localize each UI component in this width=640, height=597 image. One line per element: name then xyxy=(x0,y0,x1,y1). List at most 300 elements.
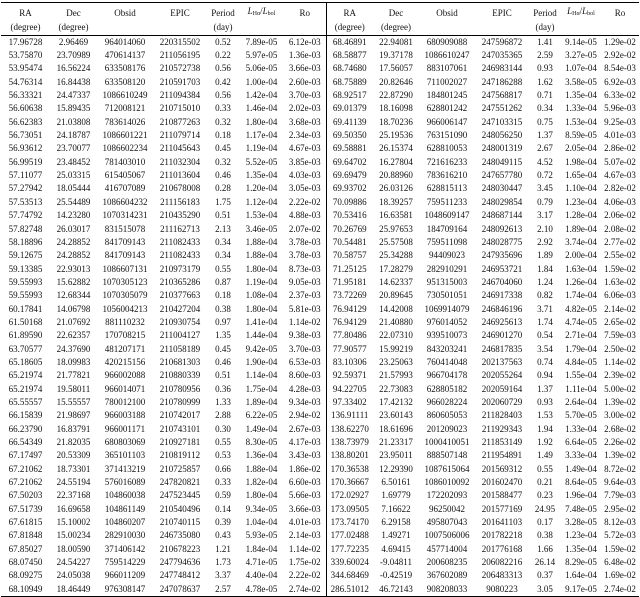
table-cell: 210927181 xyxy=(159,437,201,447)
table-cell: 2.39e-02 xyxy=(604,370,636,381)
table-cell: 4.82e-05 xyxy=(565,303,597,314)
table-cell: 138.80201 xyxy=(326,449,373,462)
table-cell: 2.50e-02 xyxy=(604,343,636,354)
table-cell: 3.70e-03 xyxy=(288,90,321,101)
data-table xyxy=(1,2,639,597)
table-cell: 68.09275 xyxy=(8,570,43,581)
table-cell: 3.00e-02 xyxy=(604,410,636,421)
table-cell: 22.37168 xyxy=(56,490,91,501)
table-cell: 1.41 xyxy=(537,36,553,47)
table-cell: 1.59e-02 xyxy=(604,263,636,274)
table-row xyxy=(1,182,639,195)
table-cell: 8.60e-03 xyxy=(288,370,321,381)
table-cell: 92.59371 xyxy=(326,369,373,382)
table-cell: 1048609147 xyxy=(424,210,470,221)
table-cell: 0.59 xyxy=(215,490,231,501)
table-cell: 633508120 xyxy=(104,76,146,87)
table-cell: 1.35 xyxy=(215,330,231,341)
table-cell: 12.29390 xyxy=(379,463,413,474)
table-cell: 16.27804 xyxy=(379,156,413,167)
table-cell: 202060729 xyxy=(481,396,523,407)
table-cell: 69.64702 xyxy=(326,156,373,169)
unit-period: (day) xyxy=(207,21,239,35)
table-cell: 14.42008 xyxy=(379,303,413,314)
table-row xyxy=(1,263,639,276)
table-cell: 1.82e-04 xyxy=(245,477,278,488)
table-cell: 16.63581 xyxy=(379,210,413,221)
table-cell: 1056004213 xyxy=(102,303,148,314)
table-cell: 0.97 xyxy=(215,316,231,327)
table-cell: 831515078 xyxy=(104,223,146,234)
table-cell: 68.75889 xyxy=(326,76,373,89)
table-cell: 170708215 xyxy=(104,330,146,341)
table-cell: 4.84e-05 xyxy=(565,356,597,367)
table-cell: 211094384 xyxy=(159,90,201,101)
table-cell: 59.55993 xyxy=(8,276,43,287)
table-cell: 201577169 xyxy=(481,503,523,514)
table-cell: 760414048 xyxy=(426,356,468,367)
table-cell: 210877263 xyxy=(159,116,201,127)
table-cell: 0.55 xyxy=(537,463,553,474)
table-row xyxy=(1,196,639,209)
table-row xyxy=(1,102,639,115)
table-cell: 22.87290 xyxy=(379,90,413,101)
table-cell: 780012100 xyxy=(104,396,146,407)
table-cell: 3.71 xyxy=(537,303,553,314)
table-cell: 0.32 xyxy=(215,156,231,167)
table-cell: 246925613 xyxy=(481,316,523,327)
table-cell: 3.05 xyxy=(529,583,561,597)
table-row xyxy=(1,583,639,597)
table-cell: 54.76314 xyxy=(8,76,43,87)
table-cell: 21.03808 xyxy=(56,116,91,127)
table-cell: 8.30e-05 xyxy=(245,437,278,447)
table-cell: 1.73 xyxy=(215,557,231,568)
table-cell: 1.41e-04 xyxy=(245,316,278,327)
col-dec: Dec xyxy=(50,3,97,22)
table-cell: 70.09886 xyxy=(326,196,373,209)
table-cell: 2.74e-02 xyxy=(601,583,639,597)
table-cell: 1.65e-04 xyxy=(565,170,597,181)
table-cell: 23.70077 xyxy=(56,143,91,154)
table-cell: 1.08e-04 xyxy=(245,290,278,301)
table-cell: 211013604 xyxy=(159,170,201,181)
table-cell: 457714004 xyxy=(426,543,468,554)
table-cell: 59.55993 xyxy=(8,290,43,301)
unit-dec: (degree) xyxy=(50,21,97,35)
table-cell: 495807043 xyxy=(426,517,468,528)
table-cell: 8.12e-03 xyxy=(604,517,636,528)
table-cell: 0.72 xyxy=(537,170,553,181)
table-cell: 210681303 xyxy=(159,356,201,367)
table-cell: 7.89e-05 xyxy=(245,36,278,47)
table-cell: 57.82748 xyxy=(8,223,43,234)
table-cell: 966028224 xyxy=(426,396,468,407)
table-cell: 1086602234 xyxy=(102,143,148,154)
table-cell: 210725857 xyxy=(159,463,201,474)
table-cell: 15.89435 xyxy=(56,103,91,114)
table-cell: 18.61696 xyxy=(379,423,413,434)
table-cell: 470614137 xyxy=(104,50,146,61)
table-cell: 58.18896 xyxy=(8,236,43,247)
table-cell: 4.28e-03 xyxy=(288,383,321,394)
table-cell: 22.93013 xyxy=(56,263,91,274)
table-cell: 628801242 xyxy=(426,103,468,114)
table-cell: 56.33321 xyxy=(8,90,43,101)
table-cell: 2.37e-03 xyxy=(288,290,321,301)
table-cell: 628815113 xyxy=(426,183,468,194)
table-cell: 2.57 xyxy=(207,583,239,597)
table-cell: 1.79e-04 xyxy=(565,343,597,354)
table-cell: 4.78e-05 xyxy=(239,583,284,597)
table-cell: 248029854 xyxy=(481,196,523,207)
table-cell: 9.42e-05 xyxy=(245,343,278,354)
table-cell: 966001171 xyxy=(104,423,146,434)
table-cell: 1.17e-04 xyxy=(245,130,278,141)
table-cell: 56.99519 xyxy=(8,156,43,167)
table-cell: 71.95181 xyxy=(326,276,373,289)
table-cell: 104860207 xyxy=(104,517,146,528)
table-cell: 1.64e-04 xyxy=(565,570,597,581)
table-cell: 76.94129 xyxy=(326,303,373,316)
table-cell: 2.07e-02 xyxy=(288,223,321,234)
table-cell: 211079714 xyxy=(159,130,201,141)
table-cell: 1.26e-04 xyxy=(565,276,597,287)
table-cell: 21.57993 xyxy=(379,370,413,381)
table-cell: 759511233 xyxy=(426,196,468,207)
table-cell: 0.52 xyxy=(215,36,231,47)
col-dec-2: Dec xyxy=(373,3,419,22)
table-cell: 1.04e-04 xyxy=(245,517,278,528)
table-cell: 210742017 xyxy=(159,410,201,421)
table-cell: 1.11e-04 xyxy=(565,383,597,394)
table-cell: 1.44e-04 xyxy=(245,330,278,341)
table-row xyxy=(1,142,639,155)
table-cell: 1.63e-04 xyxy=(565,263,597,274)
table-cell: 1.89e-04 xyxy=(565,223,597,234)
table-row xyxy=(1,543,639,556)
header-row xyxy=(1,3,639,22)
table-cell: 0.55 xyxy=(215,263,231,274)
table-cell: 67.17497 xyxy=(8,450,43,461)
table-cell: 0.53 xyxy=(215,450,231,461)
table-cell: 70.58757 xyxy=(326,249,373,262)
table-cell: 69.41139 xyxy=(326,116,373,129)
table-cell: 66.15839 xyxy=(8,410,43,421)
table-cell: 1.80e-04 xyxy=(245,263,278,274)
table-cell: 69.93702 xyxy=(326,182,373,195)
table-cell: 0.82 xyxy=(537,290,553,301)
table-cell: 1070305079 xyxy=(102,290,148,301)
table-cell: 3.70e-03 xyxy=(288,343,321,354)
table-cell: 138.73979 xyxy=(326,436,373,449)
table-row xyxy=(1,249,639,262)
table-cell: 60.17841 xyxy=(8,303,43,314)
table-cell: 951315003 xyxy=(426,276,468,287)
table-cell: 210780999 xyxy=(159,396,201,407)
table-row xyxy=(1,129,639,142)
table-cell: 860605053 xyxy=(426,410,468,421)
table-cell: 3.78e-03 xyxy=(288,236,321,247)
table-cell: 0.34 xyxy=(215,250,231,261)
table-cell: 9.34e-05 xyxy=(245,503,278,514)
table-cell: 371406142 xyxy=(104,543,146,554)
table-cell: 23.48452 xyxy=(56,156,91,167)
table-cell: 966002088 xyxy=(104,370,146,381)
table-cell: 201782218 xyxy=(481,530,523,541)
table-cell: 211004127 xyxy=(159,330,201,341)
table-row xyxy=(1,276,639,289)
table-cell: 1.88e-04 xyxy=(245,463,278,474)
table-cell: 939510073 xyxy=(426,330,468,341)
table-cell: 1.89 xyxy=(537,250,553,261)
table-cell: 23.95011 xyxy=(379,450,413,461)
table-cell: 0.54 xyxy=(537,330,553,341)
table-cell: 1.36e-04 xyxy=(245,450,278,461)
table-cell: 0.33 xyxy=(215,477,231,488)
table-cell: 712008121 xyxy=(104,103,146,114)
table-cell: 1.42e-04 xyxy=(245,90,278,101)
table-cell: 247935696 xyxy=(481,250,523,261)
table-cell: 2.67 xyxy=(537,143,553,154)
table-cell: 21.40880 xyxy=(379,316,413,327)
table-cell: 9.17e-05 xyxy=(561,583,601,597)
table-cell: 0.51 xyxy=(215,210,231,221)
table-cell: 61.89590 xyxy=(8,330,43,341)
table-cell: 201776168 xyxy=(481,543,523,554)
table-cell: 1.10e-04 xyxy=(565,183,597,194)
table-cell: 3.05e-03 xyxy=(288,183,321,194)
table-row xyxy=(1,556,639,569)
table-cell: 173.09505 xyxy=(326,503,373,516)
table-cell: 94409023 xyxy=(429,250,465,261)
table-cell: 67.50203 xyxy=(8,490,43,501)
table-cell: 2.95e-02 xyxy=(604,503,636,514)
table-cell: 0.33 xyxy=(215,103,231,114)
table-cell: 25.03315 xyxy=(56,170,91,181)
table-cell: 0.39 xyxy=(215,517,231,528)
table-cell: 8.54e-03 xyxy=(604,63,636,74)
table-cell: 841709143 xyxy=(104,236,146,247)
table-cell: 4.01e-03 xyxy=(288,517,321,528)
table-cell: 976014052 xyxy=(426,316,468,327)
table-cell: 1.84e-04 xyxy=(245,543,278,554)
table-cell: 4.74e-05 xyxy=(565,316,597,327)
table-cell: 57.27942 xyxy=(8,183,43,194)
table-cell: 2.05e-04 xyxy=(565,143,597,154)
table-cell: 1.46e-04 xyxy=(245,103,278,114)
table-cell: 14.06798 xyxy=(56,303,91,314)
table-cell: 210591703 xyxy=(159,76,201,87)
table-cell: 210780956 xyxy=(159,383,201,394)
table-cell: 20.53309 xyxy=(56,450,91,461)
table-cell: 1.74 xyxy=(537,316,553,327)
table-row xyxy=(1,316,639,329)
table-cell: 7.16622 xyxy=(381,503,411,514)
table-cell: 211162713 xyxy=(160,223,200,234)
table-cell: 19.58011 xyxy=(56,383,91,394)
table-cell: 210678008 xyxy=(159,183,201,194)
table-cell: 177.02488 xyxy=(326,529,373,542)
table-cell: 8.73e-03 xyxy=(288,263,321,274)
table-cell: 783614026 xyxy=(104,116,146,127)
table-cell: 0.23 xyxy=(537,490,553,501)
table-cell: 246983144 xyxy=(481,63,523,74)
table-cell: 24.54227 xyxy=(56,557,91,568)
table-cell: 1.23e-04 xyxy=(565,196,597,207)
table-cell: 211082433 xyxy=(159,250,201,261)
table-cell: 65.21974 xyxy=(8,383,43,394)
table-cell: 5.70e-05 xyxy=(565,410,597,421)
table-cell: 17.96728 xyxy=(8,36,43,47)
table-cell: 1.37 xyxy=(537,383,553,394)
table-cell: 23.25063 xyxy=(379,356,413,367)
table-cell: 69.69479 xyxy=(326,169,373,182)
table-cell: 202055264 xyxy=(481,370,523,381)
table-cell: 21.82035 xyxy=(56,437,91,447)
table-cell: 416707089 xyxy=(104,183,146,194)
table-cell: 881110232 xyxy=(105,316,145,327)
col-epic-2: EPIC xyxy=(475,3,529,22)
table-cell: 1.29e-02 xyxy=(604,36,636,47)
table-cell: 1.19e-04 xyxy=(245,143,278,154)
table-cell: 3.85e-03 xyxy=(288,156,321,167)
table-cell: 1.14e-02 xyxy=(288,543,321,554)
table-row xyxy=(1,76,639,89)
col-period: Period xyxy=(207,3,239,22)
table-cell: 2.64e-04 xyxy=(565,396,597,407)
table-cell: 2.92 xyxy=(537,236,553,247)
table-cell: 21.23317 xyxy=(379,437,413,447)
table-cell: 1000410051 xyxy=(424,437,470,447)
table-cell: 2.00e-04 xyxy=(565,250,597,261)
table-cell: 1.21 xyxy=(215,543,231,554)
table-cell: 16.83791 xyxy=(56,423,91,434)
table-cell: 210435290 xyxy=(159,210,201,221)
table-cell: 1.14e-04 xyxy=(245,370,278,381)
table-cell: 4.69415 xyxy=(381,543,411,554)
table-cell: 210973179 xyxy=(159,263,201,274)
table-cell: 0.75 xyxy=(537,116,553,127)
table-cell: 104861149 xyxy=(104,503,146,514)
table-cell: 6.64e-05 xyxy=(565,437,597,447)
table-cell: 7.59e-03 xyxy=(604,330,636,341)
table-cell: 3.28e-05 xyxy=(565,517,597,528)
table-cell: 210740115 xyxy=(159,517,201,528)
table-cell: 4.03e-03 xyxy=(288,170,321,181)
table-cell: 76.94129 xyxy=(326,316,373,329)
table-cell: 1.75 xyxy=(215,196,231,207)
table-cell: 6.33e-02 xyxy=(604,90,636,101)
table-cell: 0.21 xyxy=(537,477,553,488)
table-cell: 17.56057 xyxy=(379,63,413,74)
table-cell: 2.96469 xyxy=(58,36,89,47)
table-row xyxy=(1,329,639,342)
table-cell: 4.17e-03 xyxy=(288,437,321,447)
table-cell: 246704060 xyxy=(481,276,523,287)
table-row xyxy=(1,49,639,62)
table-cell: 1.69779 xyxy=(381,490,411,501)
table-cell: 2.10 xyxy=(537,223,553,234)
table-cell: 1.80e-04 xyxy=(245,116,278,127)
table-body xyxy=(1,35,639,596)
table-cell: 247035365 xyxy=(481,50,523,61)
table-cell: 2.26e-02 xyxy=(604,437,636,447)
table-cell: 247078637 xyxy=(153,583,207,597)
table-cell: 56.60638 xyxy=(8,103,43,114)
table-cell: 2.14e-02 xyxy=(604,303,636,314)
table-cell: 680803069 xyxy=(104,437,146,447)
table-cell: 966003188 xyxy=(104,410,146,421)
table-cell: 211056195 xyxy=(159,50,201,61)
table-cell: 210930754 xyxy=(159,316,201,327)
table-cell: 0.30 xyxy=(215,423,231,434)
table-cell: 210377663 xyxy=(159,290,201,301)
table-cell: 1.23e-04 xyxy=(565,530,597,541)
table-cell: 24.05038 xyxy=(56,570,91,581)
table-row xyxy=(1,569,639,582)
table-cell: 2.22e-02 xyxy=(288,196,321,207)
table-cell: 1.14e-02 xyxy=(288,316,321,327)
table-cell: 2.92e-02 xyxy=(604,50,636,61)
table-cell: 0.32 xyxy=(215,116,231,127)
table-cell: 3.46e-05 xyxy=(245,223,278,234)
table-cell: 57.53513 xyxy=(8,196,43,207)
table-cell: 21.77821 xyxy=(56,370,91,381)
table-cell: 53.75870 xyxy=(8,50,43,61)
col-epic: EPIC xyxy=(153,3,207,22)
table-cell: 211058189 xyxy=(159,343,201,354)
table-cell: 1069914079 xyxy=(424,303,470,314)
table-cell: 721616233 xyxy=(426,156,468,167)
table-cell: 576016089 xyxy=(104,477,146,488)
table-cell: 68.07450 xyxy=(8,557,43,568)
table-cell: 2.02e-03 xyxy=(288,103,321,114)
table-cell: 247103315 xyxy=(481,116,523,127)
table-cell: 759514229 xyxy=(104,557,146,568)
table-cell: 888507148 xyxy=(426,450,468,461)
table-row xyxy=(1,116,639,129)
table-cell: 247657780 xyxy=(481,170,523,181)
table-cell: 1087615064 xyxy=(424,463,470,474)
table-cell: 1.80e-04 xyxy=(245,303,278,314)
table-cell: 628805182 xyxy=(426,383,468,394)
table-cell: 633508176 xyxy=(104,63,146,74)
table-cell: 5.81e-03 xyxy=(288,303,321,314)
table-cell: 5.07e-02 xyxy=(604,156,636,167)
table-cell: 908208033 xyxy=(419,583,475,597)
table-cell: 6.60e-03 xyxy=(288,477,321,488)
table-cell: 2.68e-02 xyxy=(604,423,636,434)
table-cell: 1.36e-03 xyxy=(288,50,321,61)
table-cell: 1086607131 xyxy=(102,263,148,274)
table-cell: 0.45 xyxy=(215,143,231,154)
table-cell: 24.28852 xyxy=(56,250,91,261)
table-cell: 3.78e-03 xyxy=(288,250,321,261)
table-cell: 4.06e-03 xyxy=(604,196,636,207)
table-cell: 19.37178 xyxy=(379,50,413,61)
table-cell: 15.99219 xyxy=(379,343,413,354)
table-cell: 0.43 xyxy=(215,530,231,541)
table-cell: 246901270 xyxy=(481,330,523,341)
unit-ra: (degree) xyxy=(1,21,50,35)
table-cell: 201569312 xyxy=(481,463,523,474)
table-cell: 8.59e-05 xyxy=(565,130,597,141)
table-cell: 2.14e-03 xyxy=(288,530,321,541)
table-cell: 420215156 xyxy=(104,356,146,367)
table-cell: 1.75e-04 xyxy=(245,383,278,394)
table-cell: 25.57508 xyxy=(379,236,413,247)
